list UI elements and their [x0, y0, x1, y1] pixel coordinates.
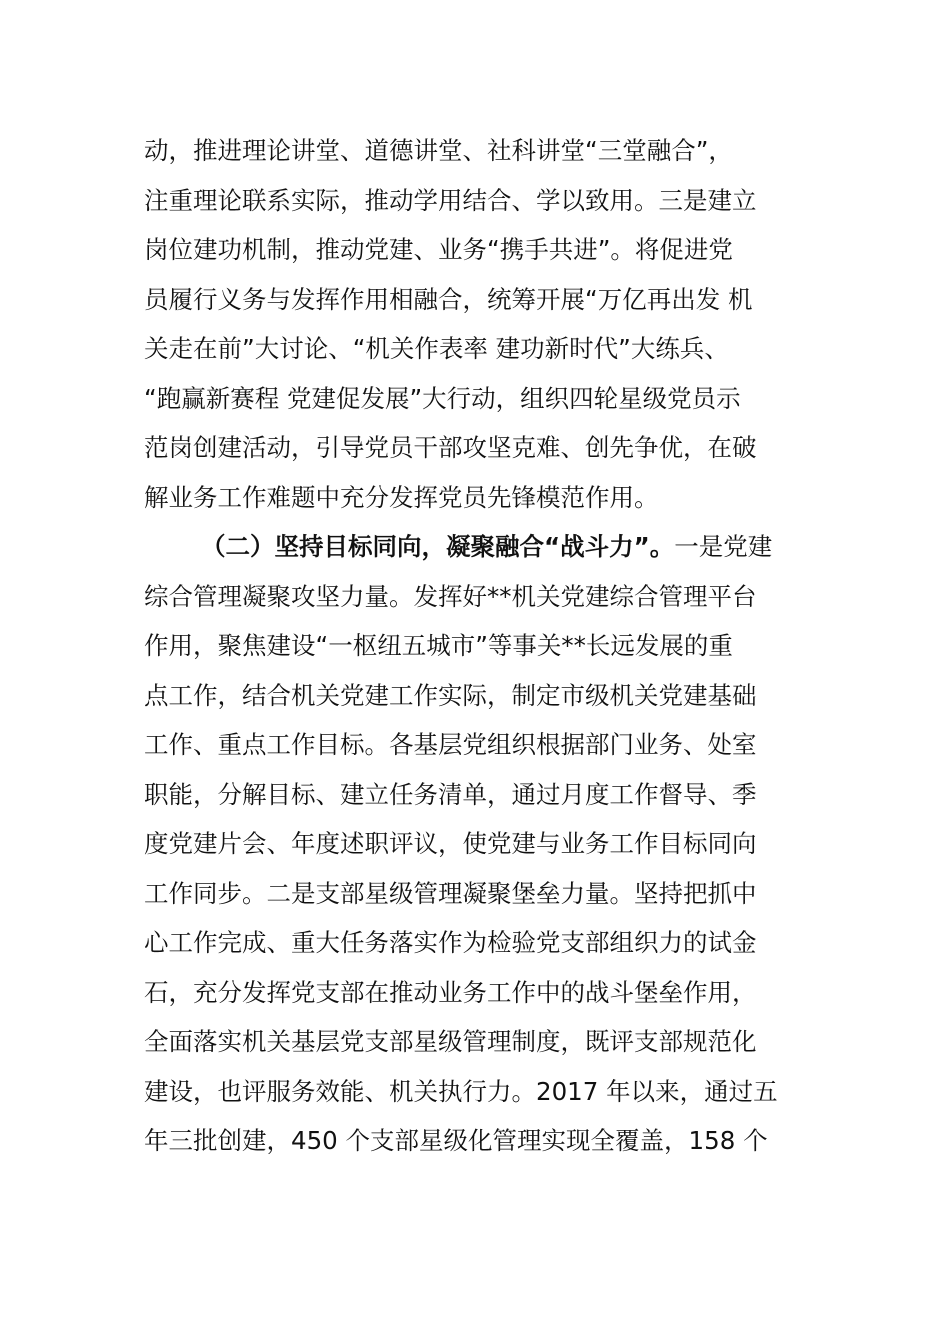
paragraph-first-line	[144, 522, 808, 572]
text-line: “跑赢新赛程 党建促发展”大行动，组织四轮星级党员示	[144, 383, 741, 413]
text-line: 年三批创建，450 个支部星级化管理实现全覆盖，158 个	[144, 1126, 768, 1155]
text-line: 度党建片会、年度述职评议，使党建与业务工作目标同向	[144, 829, 757, 858]
section-heading: （二）坚持目标同向，凝聚融合“战斗力”。	[201, 532, 675, 561]
text-line: 范岗创建活动，引导党员干部攻坚克难、创先争优，在破	[144, 433, 757, 462]
text-line: 心工作完成、重大任务落实作为检验党支部组织力的试金	[144, 928, 757, 957]
text-line: 岗位建功机制，推动党建、业务“携手共进”。将促进党	[144, 235, 733, 264]
text-line: 工作同步。二是支部星级管理凝聚堡垒力量。坚持把抓中	[144, 878, 757, 908]
text-line: 注重理论联系实际，推动学用结合、学以致用。三是建立	[144, 185, 757, 215]
text-line: 职能，分解目标、建立任务清单，通过月度工作督导、季	[144, 779, 757, 809]
paragraph-2	[144, 522, 808, 1166]
text-line: 关走在前”大讨论、“机关作表率 建功新时代”大练兵、	[144, 334, 729, 363]
text-line: 全面落实机关基层党支部星级管理制度，既评支部规范化	[144, 1027, 757, 1056]
body-text	[144, 126, 808, 1166]
text-line: 建设，也评服务效能、机关执行力。2017 年以来，通过五	[144, 1076, 778, 1106]
text-line: 工作、重点工作目标。各基层党组织根据部门业务、处室	[144, 730, 757, 759]
text-line: 解业务工作难题中充分发挥党员先锋模范作用。	[144, 482, 659, 512]
text-line: 石，充分发挥党支部在推动业务工作中的战斗堡垒作用，	[144, 977, 757, 1007]
paragraph-1	[144, 126, 808, 522]
text-line: 综合管理凝聚攻坚力量。发挥好**机关党建综合管理平台	[144, 581, 757, 611]
text-line: 点工作，结合机关党建工作实际，制定市级机关党建基础	[144, 680, 757, 710]
text-line: 员履行义务与发挥作用相融合，统筹开展“万亿再出发 机	[144, 284, 753, 314]
text-line: 动，推进理论讲堂、道德讲堂、社科讲堂“三堂融合”，	[144, 136, 733, 165]
text-line: 作用，聚焦建设“一枢纽五城市”等事关**长远发展的重	[144, 631, 733, 660]
text-run: 一是党建	[674, 532, 773, 561]
